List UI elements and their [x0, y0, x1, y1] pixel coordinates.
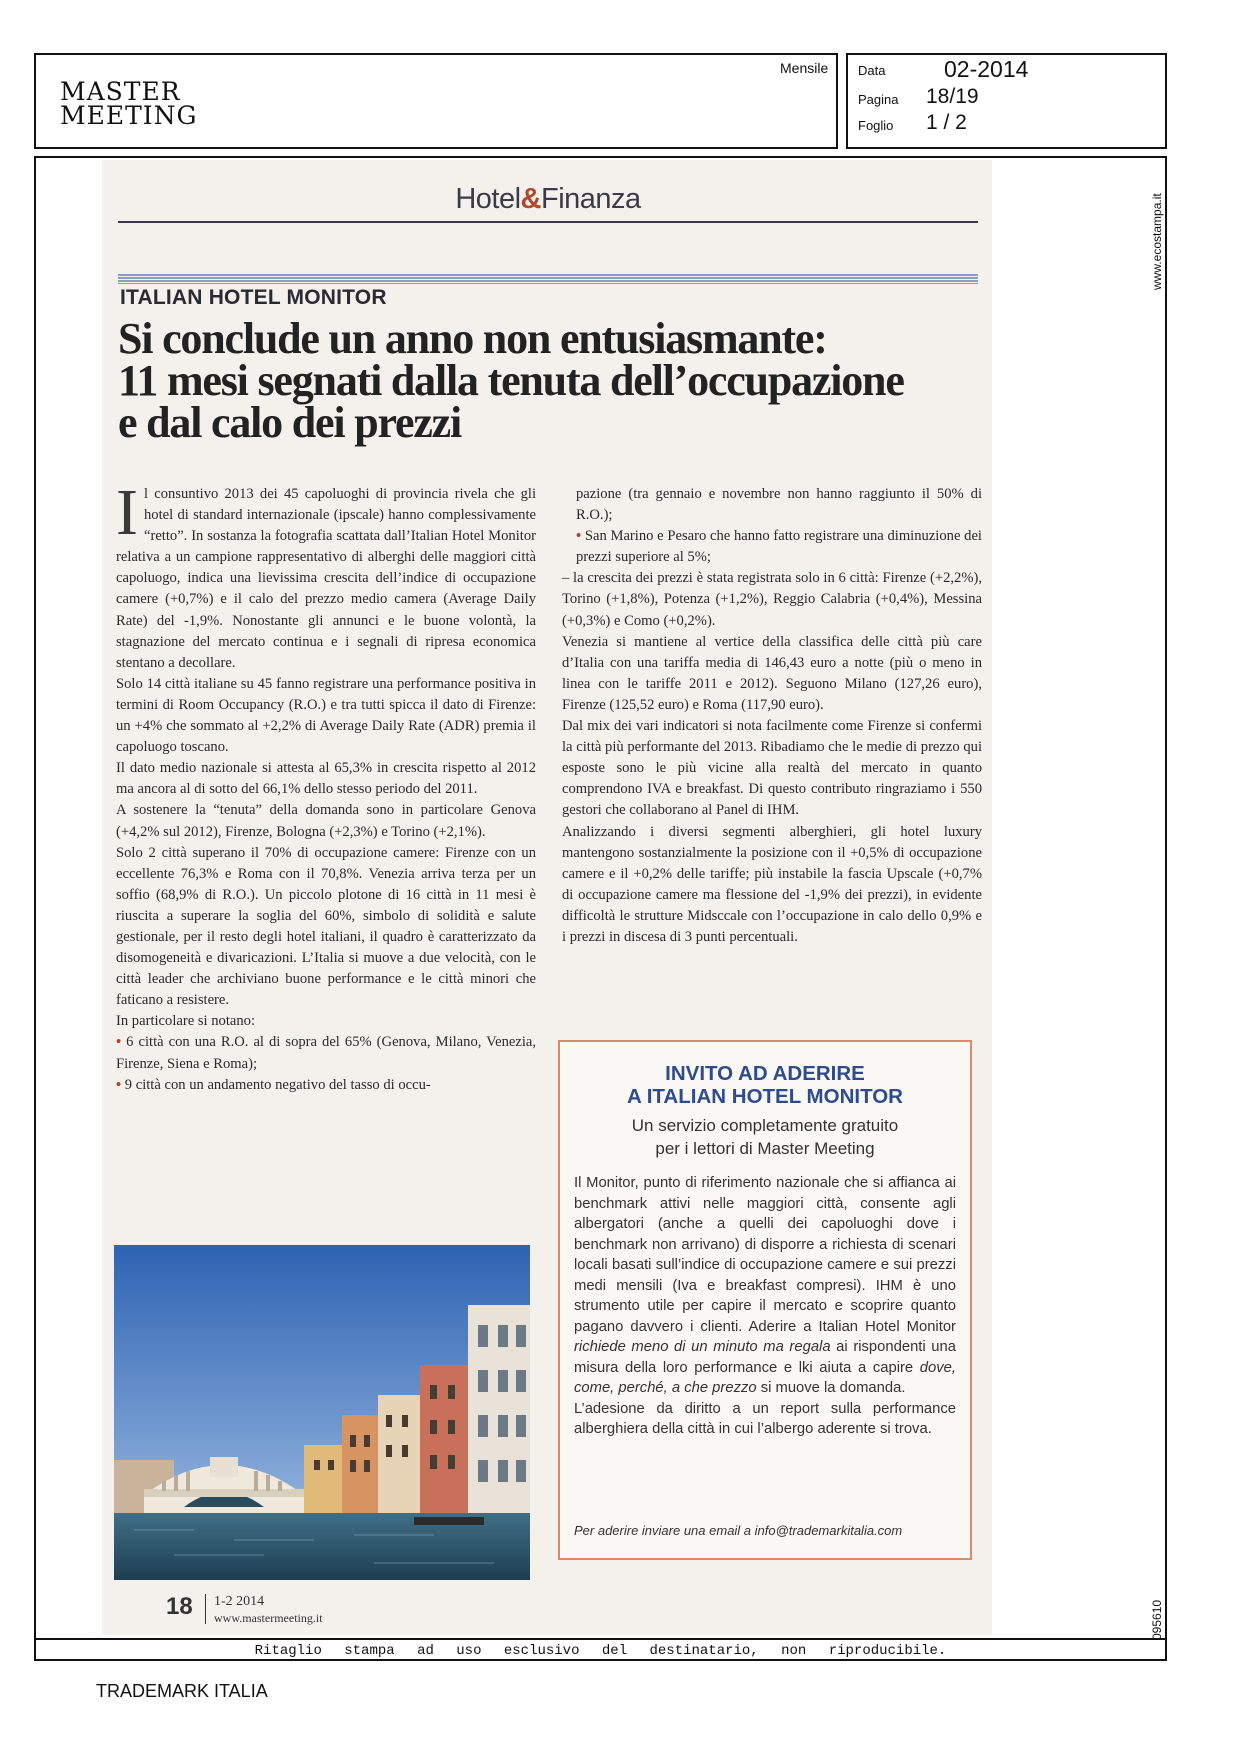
section-title: [118, 183, 978, 216]
bullet-text: 6 città con una R.O. al di sopra del 65% (Genova, Milano, Venezia, Firenze, Siena e Roma);: [116, 1034, 537, 1072]
paragraph: A sostenere la “tenuta” della domanda sono in particolare Genova (+4,2% sul 2012), Firenze, Bologna (+2,3%) e Torino (+2,1%).: [116, 802, 536, 840]
meta-page-value: 18/19: [926, 85, 979, 108]
paragraph: pazione (tra gennaio e novembre non hanno raggiunto il 50% di R.O.);: [576, 486, 982, 524]
paragraph: In particolare si notano:: [116, 1013, 255, 1030]
folio-divider: [205, 1594, 206, 1624]
invite-subtitle-line-1: Un servizio completamente gratuito: [631, 1116, 899, 1135]
invite-title: [560, 1062, 970, 1108]
frequency-label: Mensile: [780, 60, 829, 76]
bullet-dot-icon: •: [116, 1034, 122, 1051]
issue-date: 1-2 2014: [214, 1594, 265, 1609]
paragraph: Analizzando i diversi segmenti alberghieri, gli hotel luxury mantengono sostanzialmente la posizione con il +0,5% di occupazione camere e il +0,2% delle tariffe; più instabile la fascia Upscale (+0,7% di occupazione camere ma flessione del -1,9% dei prezzi), in evidente difficoltà le strutture Midsccale con l’occupazione in calo dello 0,9% e i prezzi in discesa di 3 punti percentuali.: [562, 823, 982, 945]
disclaimer-text: Ritaglio stampa ad uso esclusivo del destinatario, non riproducibile.: [254, 1643, 947, 1659]
venice-photo: [114, 1245, 530, 1580]
logo-line-2: MEETING: [60, 101, 198, 130]
invite-text: si muove la domanda.: [756, 1380, 906, 1396]
paragraph: Dal mix dei vari indicatori si nota facilmente come Firenze si confermi la città più performante del 2013. Ribadiamo che le medie di prezzo qui esposte sono le più vicine alla realtà del mercato in quanto comprendono IVA e breakfast. Di questo contributo ringraziamo i 550 gestori che collaborano al Panel di IHM.: [562, 718, 982, 819]
article-kicker: ITALIAN HOTEL MONITOR: [120, 286, 387, 309]
invite-subtitle: [560, 1114, 970, 1160]
publication-logo: [60, 77, 198, 130]
frame-divider: [34, 1638, 1167, 1640]
invite-title-line-1: INVITO AD ADERIRE: [665, 1062, 865, 1085]
logo-line-1: MASTER: [60, 77, 181, 106]
invite-paragraph: [574, 1173, 956, 1399]
section-rule: [118, 221, 978, 223]
meta-sheet-label: Foglio: [858, 118, 894, 133]
company-name: TRADEMARK ITALIA: [96, 1681, 268, 1701]
bullet-item: [116, 1032, 536, 1074]
headline-line-2: 11 mesi segnati dalla tenuta dell’occupazione: [118, 356, 904, 405]
section-title-right: Finanza: [540, 183, 641, 215]
paragraph: Solo 2 città superano il 70% di occupazione camere: Firenze con un eccellente 76,3% e Roma con il 70,8%. Venezia arriva terza per un soffio (68,9% di R.O.). Un piccolo plotone di 16 città in 11 mesi è riuscita a superare la soglia del 60%, simbolo di solidità e salute gestionale, per il resto degli hotel italiani, il quadro è caratterizzato da disomogeneità e divaricazioni. L’Italia si muove a due velocità, con le città leader che archiviano buone performance e le città minori che faticano a resistere.: [116, 844, 536, 1009]
bullet-text: 9 città con un andamento negativo del tasso di occu-: [124, 1076, 431, 1093]
page-number: 18: [166, 1593, 193, 1620]
paragraph-text: l consuntivo 2013 dei 45 capoluoghi di provincia rivela che gli hotel di standard internazionale (ipscale) hanno complessivamente “retto”. In sostanza la fotografia scattata dall’Italian Hotel Monitor relativa a un campione rappresentativo di alberghi delle maggiori città capoluogo, indica una lievissima crescita dell’indice di occupazione camere (+0,7%) e il calo del prezzo medio camera (Average Daily Rate) del -1,9%. Nonostante gli annunci e le buone volontà, la stagnazione del mercato continua e i segnali di ripresa economica stentano a decollare.: [116, 486, 536, 671]
blue-rule: [118, 274, 978, 284]
invite-title-line-2: A ITALIAN HOTEL MONITOR: [627, 1085, 903, 1108]
bullet-dot-icon: •: [576, 528, 582, 545]
meta-date-label: Data: [858, 63, 886, 78]
headline-line-1: Si conclude un anno non entusiasmante:: [118, 314, 827, 363]
bullet-dot-icon: •: [116, 1076, 122, 1093]
invite-text: ai rispondenti una misura della loro performance e lki aiuta a capire: [574, 1339, 956, 1376]
paragraph: Venezia si mantiene al vertice della classifica delle città più care d’Italia con una tariffa media di 146,43 euro a notte (più o meno in linea con le tariffe 2011 e 2012). Seguono Milano (127,26 euro), Firenze (125,52 euro) e Roma (117,90 euro).: [562, 633, 982, 713]
invite-subtitle-line-2: per i lettori di Master Meeting: [655, 1139, 875, 1158]
bullet-item: [116, 1075, 536, 1096]
paragraph: Il dato medio nazionale si attesta al 65,3% in crescita rispetto al 2012 ma ancora al di sotto del 66,1% dello stesso periodo del 2011.: [116, 760, 536, 798]
invite-body: [574, 1173, 956, 1440]
invite-text-italic: dove, come, perché, a che prezzo: [574, 1359, 956, 1396]
invite-paragraph: L’adesione da diritto a un report sulla performance alberghiera della città in cui l’albergo aderente si trova.: [574, 1400, 956, 1437]
article-headline: [118, 314, 988, 447]
paragraph: Solo 14 città italiane su 45 fanno registrare una performance positiva in termini di Room Occupancy (R.O.) e tra tutti spicca il dato di Firenze: un +4% che sommato al +2,2% di Average Daily Rate (ADR) premia il capoluogo toscano.: [116, 675, 536, 756]
invite-text-italic: richiede meno di un minuto ma regala: [574, 1339, 831, 1355]
meta-sheet-value: 1 / 2: [926, 111, 967, 134]
drop-cap: I: [116, 476, 138, 549]
headline-line-3: e dal calo dei prezzi: [118, 398, 462, 447]
section-title-amp: &: [520, 183, 541, 215]
side-website: www.ecostampa.it: [1150, 193, 1164, 290]
bullet-text: San Marino e Pesaro che hanno fatto registrare una diminuzione dei prezzi superiore al 5%;: [576, 528, 982, 566]
paragraph: [116, 476, 536, 674]
side-code: 095610: [1150, 1599, 1164, 1640]
venice-photo-image: [114, 1245, 530, 1580]
meta-date-value: 02-2014: [944, 56, 1029, 82]
section-title-left: Hotel: [455, 183, 521, 215]
meta-page-label: Pagina: [858, 92, 899, 107]
paragraph: – la crescita dei prezzi è stata registrata solo in 6 città: Firenze (+2,2%), Torino (+1,8%), Potenza (+1,2%), Reggio Calabria (+0,4%), Messina (+0,3%) e Como (+0,2%).: [562, 570, 982, 629]
article-column-2: [562, 484, 982, 948]
article-column-1: [116, 476, 537, 1096]
invite-footer: Per aderire inviare una email a info@trademarkitalia.com: [574, 1523, 903, 1538]
magazine-url: www.mastermeeting.it: [214, 1611, 323, 1625]
invite-text: Il Monitor, punto di riferimento nazionale che si affianca ai benchmark attivi nelle maggiori città, consente agli albergatori (anche a quelli dei capoluoghi dove i benchmark non arrivano) di disporre a richiesta di scenari locali basati sull’indice di occupazione camere e sui prezzi medi mensili (Iva e breakfast compresi). IHM è uno strumento utile per capire il mercato e scoprire quanto pagano davvero i clienti. Aderire a Italian Hotel Monitor: [574, 1175, 956, 1335]
bullet-item: [562, 526, 982, 568]
